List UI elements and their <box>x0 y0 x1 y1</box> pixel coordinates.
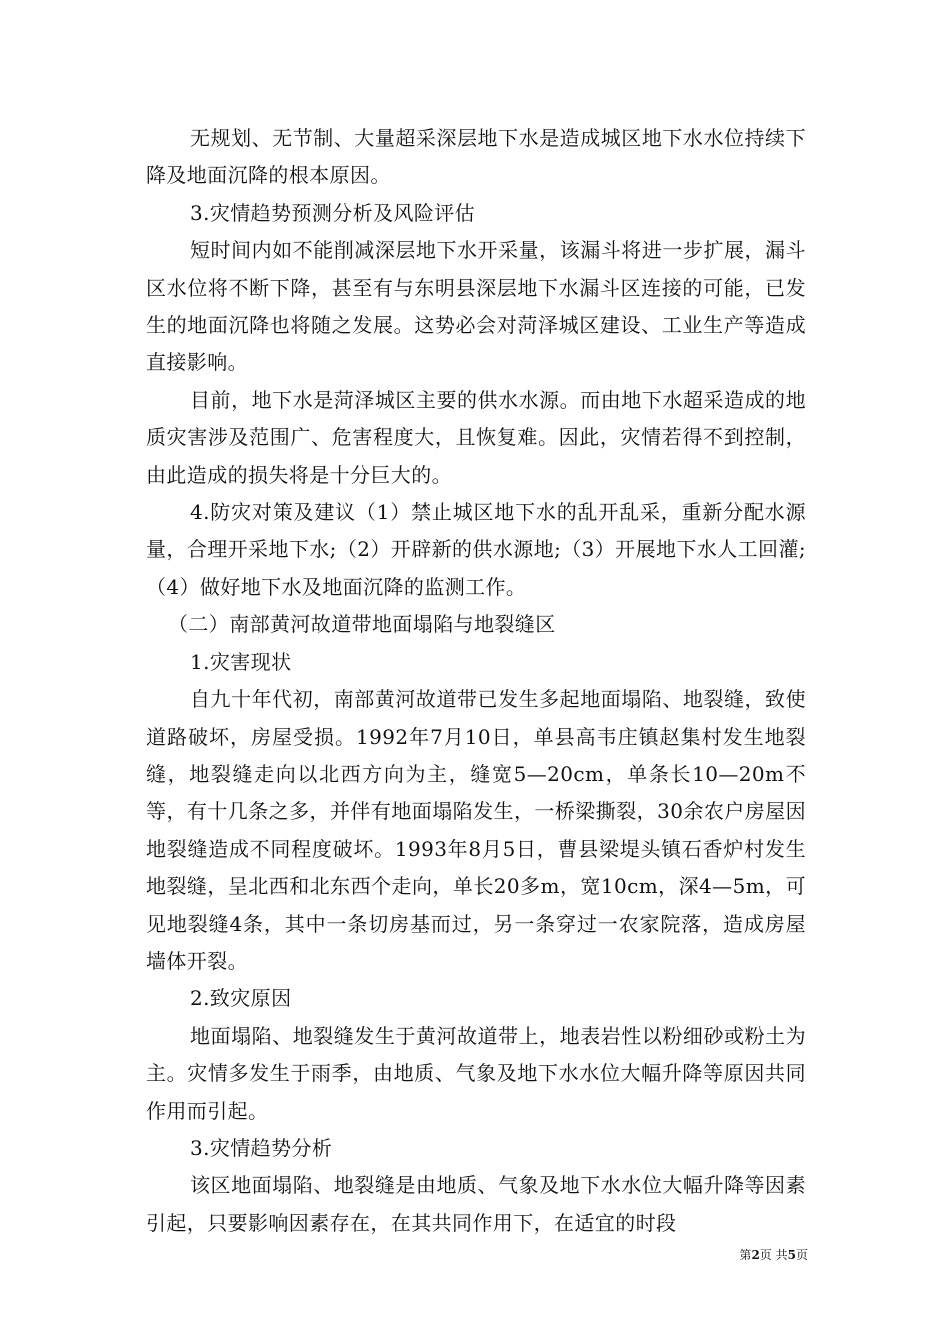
subsection-heading: （二）南部黄河故道带地面塌陷与地裂缝区 <box>168 612 556 637</box>
body-paragraph: 4.防灾对策及建议（1）禁止城区地下水的乱开乱采，重新分配水源量，合理开采地下水;（2）开辟新的供水源地;（3）开展地下水人工回灌;（4）做好地下水及地面沉降的监测工作。 <box>146 500 806 599</box>
body-paragraph: 无规划、无节制、大量超采深层地下水是造成城区地下水水位持续下降及地面沉降的根本原因。 <box>146 126 806 188</box>
footer-current-page: 2 <box>751 1248 760 1262</box>
body-paragraph: 目前，地下水是菏泽城区主要的供水水源。而由地下水超采造成的地质灾害涉及范围广、危害程度大，且恢复难。因此，灾情若得不到控制，由此造成的损失将是十分巨大的。 <box>146 387 806 487</box>
body-paragraph: 短时间内如不能削减深层地下水开采量，该漏斗将进一步扩展，漏斗区水位将不断下降，甚至有与东明县深层地下水漏斗区连接的可能，已发生的地面沉降也将随之发展。这势必会对菏泽城区建设、工业生产等造成直接影响。 <box>146 238 806 375</box>
footer-middle: 页 共 <box>759 1248 788 1262</box>
body-paragraph: 该区地面塌陷、地裂缝是由地质、气象及地下水水位大幅升降等因素引起，只要影响因素存在，在其共同作用下，在适宜的时段 <box>146 1173 806 1235</box>
body-paragraph: 自九十年代初，南部黄河故道带已发生多起地面塌陷、地裂缝，致使道路破坏，房屋受损。1992年7月10日，单县高韦庄镇赵集村发生地裂缝，地裂缝走向以北西方向为主，缝宽5—20cm，单条长10—20m不等，有十几条之多，并伴有地面塌陷发生，一桥梁撕裂，30余农户房屋因地裂缝造成不同程度破坏。1993年8月5日，曹县梁堤头镇石香炉村发生地裂缝，呈北西和北东西个走向，单长20多m，宽10cm，深4—5m，可见地裂缝4条，其中一条切房基而过，另一条穿过一农家院落，造成房屋墙体开裂。 <box>146 687 806 973</box>
footer-suffix: 页 <box>795 1248 808 1262</box>
section-heading: 3.灾情趋势预测分析及风险评估 <box>190 200 476 225</box>
section-heading: 3.灾情趋势分析 <box>190 1135 333 1160</box>
footer-total-pages: 5 <box>787 1248 796 1262</box>
document-body <box>146 120 806 1242</box>
body-paragraph: 地面塌陷、地裂缝发生于黄河故道带上，地表岩性以粉细砂或粉土为主。灾情多发生于雨季，由地质、气象及地下水水位大幅升降等原因共同作用而引起。 <box>146 1023 806 1123</box>
footer-prefix: 第 <box>739 1248 752 1262</box>
section-heading: 1.灾害现状 <box>190 649 292 674</box>
page-footer <box>700 1247 808 1263</box>
section-heading: 2.致灾原因 <box>190 986 292 1011</box>
